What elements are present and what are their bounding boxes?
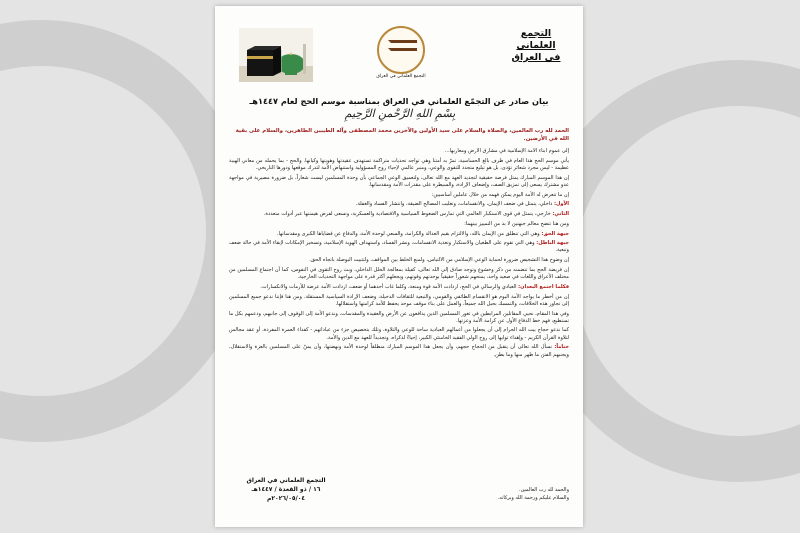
statement-body <box>229 148 569 468</box>
org-logo <box>370 26 432 80</box>
paragraph: ختاماً: نسأل الله تعالى أن يتقبل من الحجاج حجهم، وأن يجعل هذا الموسم المبارك منطلقاً لوحدة الأمة ونهضتها، وأن يمنّ على المسلمين بالعزة والاستقلال، ويجنبهم الفتن ما ظهر منها وما بطن. <box>229 344 569 358</box>
kaaba-mosque-image <box>239 28 313 82</box>
org-name: التجمع العلماني <box>516 28 556 51</box>
signature-org: التجمع العلماني في العراق <box>246 477 326 484</box>
paragraph: وفي هذا المقام، نحيي المقاتلين المرابطين في ثغور المسلمين الذين يدافعون عن الأرض والعقيدة والمقدسات، وندعو الأمة إلى الوقوف إلى جانبهم، ودعمهم بكل ما تستطيع، فهم خط الدفاع الأول عن كرامة الأمة وعزتها. <box>229 310 569 324</box>
paragraph: يأتي موسم الحج هذا العام في ظرف بالغ الحساسية، تمرّ به أمتنا وهي تواجه تحديات متراكمة تستهدف عقيدتها وهويتها وكيانها. والحج - بما يحمله من معاني الهيبة عظيمة - ليس مجرد شعائر تؤدى، بل هو تبليغ متجدد للتقوى والوعي، ومنبر عالمي لإحياء روح المسؤولية واستنهاض الأمة لتدرك موقعها ودورها التاريخي. <box>229 157 569 171</box>
closing-salam: والسلام عليكم ورحمة الله وبركاته. <box>497 494 569 501</box>
statement-document <box>215 6 583 527</box>
paragraph: إن ما تتعرض له الأمة اليوم يمكن فهمه من خلال عاملين أساسيين: <box>431 191 569 198</box>
paragraph-label: جبهة الباطل: <box>536 240 569 247</box>
logo-emblem-icon <box>377 26 425 74</box>
paragraph-label: جبهة الحق: <box>541 230 569 237</box>
signature-block <box>231 476 341 503</box>
paragraph: جبهة الحق: وهي التي تنطلق من الإيمان بالله، والالتزام بقيم العدالة والكرامة، والسعي لوحدة الأمة، والدفاع عن قضاياها الكبرى ومقدساتها. <box>276 230 569 237</box>
paragraph: إلى عموم أبناء الأمة الإسلامية في مشارق الأرض ومغاربها... <box>444 148 569 154</box>
paragraph: ومن هنا تتضح معالم جبهتين لا بد من التمييز بينهما: <box>464 220 569 227</box>
paragraph: إن هذا الموسم المبارك يمثل فرصة حقيقية لتجديد العهد مع الله تعالى، ولتعميق الوعي الجماعي بأن وحدة المسلمين ليست شعاراً، بل ضرورة مصيرية في مواجهة عدو مشترك يسعى إلى تمزيق الصف، وإضعاف الإرادة، والسيطرة على مقدرات الأمة ومقدساتها. <box>229 174 569 188</box>
paragraph: الثاني: خارجي، يتمثل في قوى الاستكبار العالمي التي تمارس الضغوط السياسية والاقتصادية والعسكرية، وتسعى لفرض هيمنتها عبر أدوات متعددة. <box>263 211 569 218</box>
org-header <box>501 28 571 64</box>
org-location: في العراق <box>511 51 561 63</box>
paragraph-label: الأول: <box>553 201 569 208</box>
basmala: بِسْمِ اللهِ الرَّحْمنِ الرَّحِيمِ <box>344 107 456 120</box>
statement-title: بيان صادر عن التجمّع العلماني في العراق بمناسبة موسم الحج لعام ١٤٤٧هـ <box>249 96 549 106</box>
closing-lines <box>419 487 569 502</box>
paragraph-label: فكلما اجتمع البعدان: <box>518 283 569 290</box>
logo-text: التجمع العلماني في العراق <box>376 74 426 79</box>
paragraph: جبهة الباطل: وهي التي تقوم على الطغيان والاستكبار وتغذية الانقسامات، ونشر الفساد، واستهداف الهوية الإسلامية، وتسخير الإمكانات لإبقاء الأمة في حالة ضعف وتبعية. <box>229 240 569 254</box>
closing-praise: والحمد لله رب العالمين. <box>519 487 569 493</box>
paragraph-label: ختاماً: <box>554 344 569 351</box>
paragraph: فكلما اجتمع البعدان: العبادي والرسالي في الحج، ازدادت الأمة قوة ومنعة، وكلما غاب أحدهما أو ضعف، ازدادت الأمة عرضة للأزمات والانكسارات. <box>260 283 569 290</box>
paragraph: كما ندعو حجاج بيت الله الحرام إلى أن يجعلوا من أعمالهم العبادية ساحة للوعي والتلاوة، وتلك بتخصيص جزء من عباداتهم - كفداء العمرة المفردة، أو عقد مجالس لتلاوة القرآن الكريم - وإهداء ثوابها إلى روح الولي الفقيد الخامنئي الكبير، إحياءً لذكراه، وتجديداً للعهد مع الدين والأمة. <box>229 327 569 341</box>
signature-date-hijri: ١٦ / ذو القعدة / ١٤٤٧هـ <box>251 486 321 493</box>
paragraph: إن وضوح هذا التشخيص ضرورة لحماية الوعي الإسلامي من الالتباس، ولمنع الخلط بين المواقف، ولتثبيت البوصلة باتجاه الحق. <box>309 257 569 264</box>
paragraph: الأول: داخلي، يتمثل في ضعف الإيمان، والانقسامات، وتغليب المصالح الضيقة، وانتشار الفساد والغفلة. <box>355 201 569 208</box>
intro-praise: الحمد لله رب العالمين، والصلاة والسلام على سيد الأولين والآخرين محمد المصطفى وآله الطيبين الطاهرين، والسلام على بقية الله في الأرضين. <box>235 128 569 142</box>
paragraph: إن من أخطر ما يواجه الأمة اليوم هو الانقسام الطائفي والقومي، والتبعية للثقافات الدخيلة، وضعف الإرادة السياسية المستقلة. ومن هنا فإننا ندعو جميع المسلمين إلى تجاوز هذه الخلافات، والتمسك بحبل الله جميعاً، والعمل على بناء موقف موحد يحفظ للأمة كرامتها واستقلالها. <box>229 293 569 307</box>
paragraph: إن فريضة الحج بما تتضمنه من ذكر وخشوع وتوجه صادق إلى الله تعالى، كفيلة بمعالجة الخلل الداخلي، وبث روح التقوى في النفوس، كما أن اجتماع المسلمين من مختلف الأعراق واللغات في صعيد واحد، يمنحهم شعوراً حقيقياً بوحدتهم وقوتهم، ويجعلهم أكثر قدرة على مواجهة التحديات الخارجية. <box>229 266 569 281</box>
paragraph-label: الثاني: <box>552 211 569 218</box>
signature-date-gregorian: ٢٠٢٦/٠٥/٠٤م <box>266 495 306 502</box>
